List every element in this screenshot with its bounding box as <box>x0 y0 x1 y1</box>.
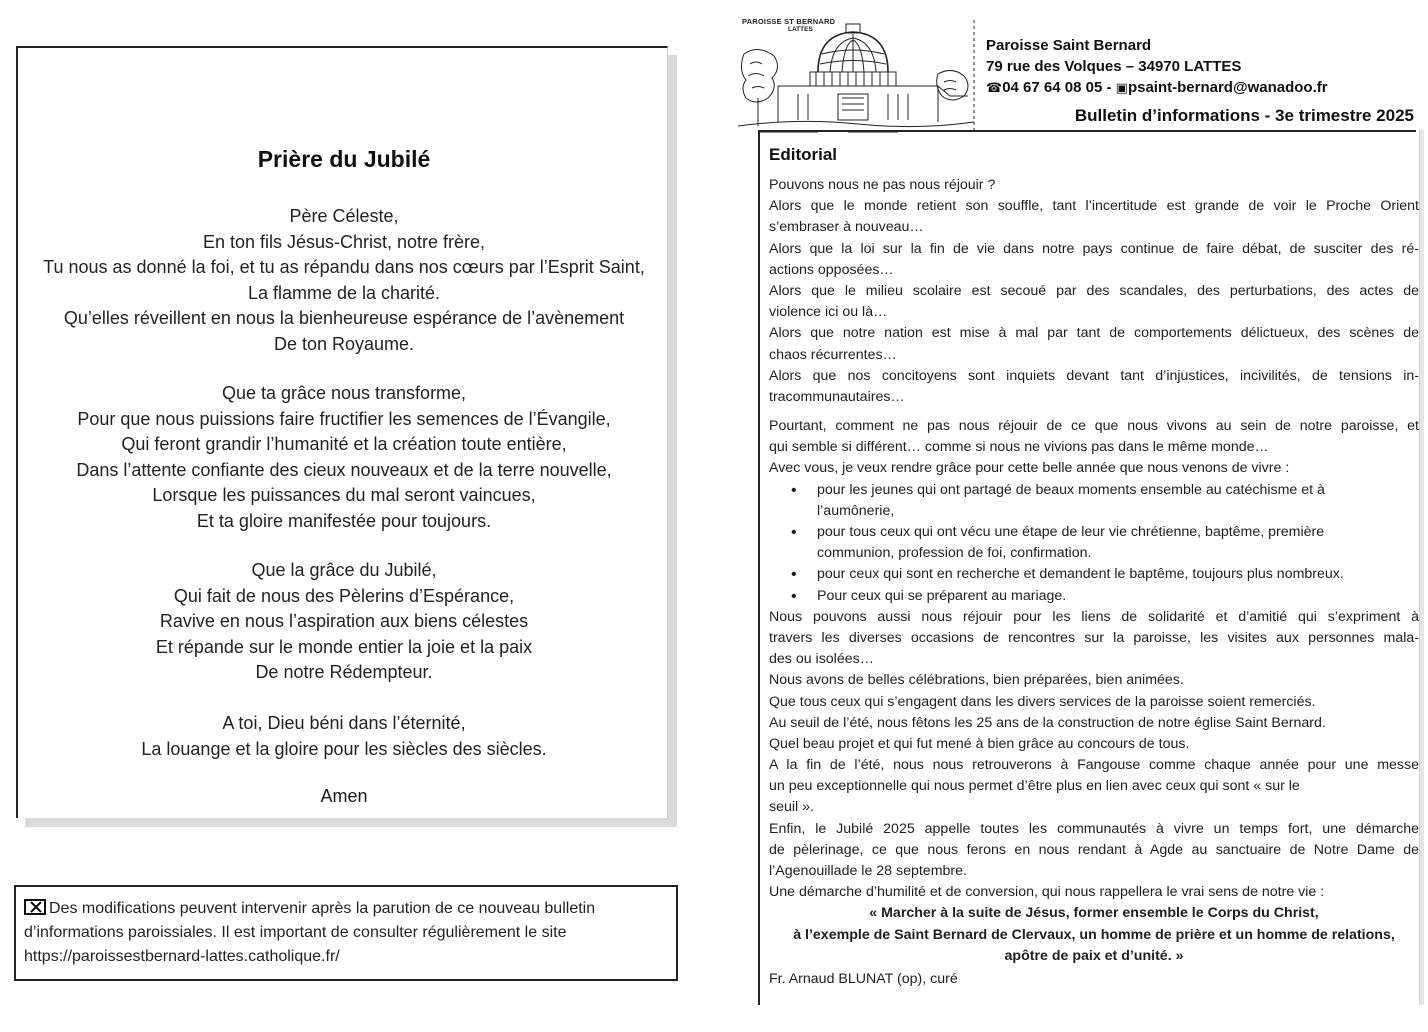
logo-caption: LATTES <box>788 26 813 33</box>
parish-email[interactable]: psaint-bernard@wanadoo.fr <box>1127 79 1328 96</box>
parish-phone-email-row <box>986 77 1328 98</box>
parish-name: Paroisse Saint Bernard <box>986 37 1152 54</box>
prayer-line: Lorsque les puissances du mal seront vaincues, <box>152 485 536 505</box>
cross-box-icon <box>24 899 46 915</box>
prayer-stanza-4 <box>18 711 670 762</box>
editorial-line: Quel beau projet et qui fut mené à bien grâce au concours de tous. <box>769 735 1190 752</box>
editorial-line: Alors que la loi sur la fin de vie dans notre pays continue de faire débat, de susciter des ré- <box>769 240 1419 257</box>
editorial-line: Que tous ceux qui s’engagent dans les divers services de la paroisse soient remerciés. <box>769 693 1316 710</box>
church-logo <box>738 14 980 134</box>
editorial-line: des ou isolées… <box>769 651 874 668</box>
editorial-line: Alors que nos concitoyens sont inquiets devant tant d’injustices, incivilités, de tensions in- <box>769 367 1419 384</box>
bullet-item: • pour les jeunes qui ont partagé de beaux moments ensemble au catéchisme et à <box>769 480 1419 501</box>
prayer-stanza-2 <box>18 381 670 534</box>
church-drawing-icon <box>738 14 980 134</box>
editorial-line: travers les diverses occasions de rencontres sur la paroisse, les visites aux personnes mala- <box>769 629 1419 646</box>
notice-line: Des modifications peuvent intervenir après la parution de ce nouveau bulletin <box>49 900 596 917</box>
editorial-line: un peu exceptionnelle qui nous permet d’être plus en lien avec ceux qui sont « sur le <box>769 778 1300 795</box>
prayer-line: Que la grâce du Jubilé, <box>251 560 437 580</box>
phone-icon: ☎ <box>986 80 1003 95</box>
prayer-line: Pour que nous puissions faire fructifier les semences de l’Évangile, <box>77 408 611 429</box>
computer-icon: ▣ <box>1115 80 1128 95</box>
editorial-line: Pourtant, comment ne pas nous réjouir de ce que nous vivons au sein de notre paroisse, et <box>769 418 1419 435</box>
editorial-line: Pouvons nous ne pas nous réjouir ? <box>769 177 996 193</box>
editorial-title: Editorial <box>769 145 838 164</box>
quote-line: à l’exemple de Saint Bernard de Clervaux, un homme de prière et un homme de relations, <box>793 926 1395 943</box>
editorial-line: Une démarche d’humilité et de conversion, qui nous rappellera le vrai sens de notre vie : <box>769 884 1325 901</box>
prayer-line: En ton fils Jésus-Christ, notre frère, <box>202 231 486 252</box>
editorial-line: Alors que le monde retient son souffle, tant l’incertitude est grande de voir le Proche Orient <box>769 198 1419 215</box>
bullet-item: • Pour ceux qui se préparent au mariage. <box>769 586 1419 607</box>
prayer-line: De ton Royaume. <box>273 333 415 354</box>
parish-contact <box>986 35 1328 98</box>
bullet-item: • pour tous ceux qui ont vécu une étape de leur vie chrétienne, baptême, première <box>769 522 1419 543</box>
prayer-stanza-1 <box>18 204 670 357</box>
prayer-line: De notre Rédempteur. <box>255 662 433 682</box>
bullet-item: • pour ceux qui sont en recherche et demandent le baptême, toujours plus nombreux. <box>769 564 1419 585</box>
prayer-line: Qu’elles réveillent en nous la bienheureuse espérance de l’avènement <box>63 308 625 328</box>
prayer-line: Ravive en nous l’aspiration aux biens célestes <box>159 611 529 631</box>
editorial-line: qui semble si différent… comme si nous ne vivions pas dans le même monde… <box>769 439 1269 456</box>
editorial-body <box>769 175 1419 990</box>
prayer-line: La louange et la gloire pour les siècles des siècles. <box>141 738 547 759</box>
editorial-line: Au seuil de l’été, nous fêtons les 25 ans de la construction de notre église Saint Bernard. <box>769 714 1326 731</box>
editorial-line: tracommunautaires… <box>769 388 905 405</box>
separator: - <box>1102 79 1116 96</box>
prayer-line: Tu nous as donné la foi, et tu as répandu dans nos cœurs par l’Esprit Saint, <box>43 257 645 277</box>
prayer-line: A toi, Dieu béni dans l’éternité, <box>222 713 466 733</box>
editorial-line: Enfin, le Jubilé 2025 appelle toutes les communautés à vivre un temps fort, une démarche <box>769 820 1419 837</box>
editorial-line: Nous avons de belles célébrations, bien préparées, bien animées. <box>769 672 1184 689</box>
editorial-line: Alors que le milieu scolaire est secoué par des scandales, des perturbations, des actes de <box>769 282 1419 299</box>
editorial-line: s’embraser à nouveau… <box>769 219 924 236</box>
bulletin-title: Bulletin d’informations - 3e trimestre 2025 <box>1074 106 1414 125</box>
editorial-signature: Fr. Arnaud BLUNAT (op), curé <box>769 970 958 987</box>
editorial-line: actions opposées… <box>769 261 894 278</box>
prayer-line: La flamme de la charité. <box>247 282 441 303</box>
prayer-amen: Amen <box>320 786 368 806</box>
editorial-line: de pèlerinage, ce que nous ferons en nous rendant à Agde au sanctuaire de Notre Dame de <box>769 841 1419 858</box>
paragraph-gap <box>769 408 1419 416</box>
logo-caption: PAROISSE ST BERNARD <box>742 17 836 26</box>
prayer-line: Que ta grâce nous transforme, <box>221 383 467 403</box>
editorial-line: Avec vous, je veux rendre grâce pour cette belle année que nous venons de vivre : <box>769 460 1290 477</box>
editorial-line: A la fin de l’été, nous nous retrouverons à Fangouse comme chaque année pour une messe <box>769 757 1419 774</box>
prayer-line: Dans l’attente confiante des cieux nouveaux et de la terre nouvelle, <box>76 459 612 480</box>
editorial-line: l’Agenouillade le 28 septembre. <box>769 863 967 879</box>
prayer-panel <box>16 46 668 818</box>
editorial-line: chaos récurrentes… <box>769 346 897 363</box>
editorial-line: violence ici ou là… <box>769 304 888 321</box>
bullet-item-cont: l’aumônerie, <box>817 502 895 519</box>
bullet-item-cont: communion, profession de foi, confirmation. <box>817 545 1092 562</box>
parish-address: 79 rue des Volques – 34970 LATTES <box>986 58 1242 75</box>
editorial-line: seuil ». <box>769 799 814 816</box>
quote-line: « Marcher à la suite de Jésus, former ensemble le Corps du Christ, <box>869 905 1319 922</box>
notice-website-link[interactable]: https://paroissestbernard-lattes.catholique.fr/ <box>24 948 340 965</box>
editorial-line: Nous pouvons aussi nous réjouir pour les liens de solidarité et d’amitié qui s’expriment à <box>769 608 1419 625</box>
prayer-line: Qui feront grandir l’humanité et la création toute entière, <box>121 434 567 454</box>
editorial-panel <box>758 130 1420 1005</box>
notice-line: d’informations paroissiales. Il est important de consulter régulièrement le site <box>24 924 567 941</box>
notice-box <box>14 885 678 981</box>
prayer-title: Prière du Jubilé <box>257 146 431 172</box>
quote-line: apôtre de paix et d’unité. » <box>1004 947 1184 964</box>
prayer-line: Qui fait de nous des Pèlerins d’Espérance, <box>173 585 515 606</box>
parish-phone[interactable]: 04 67 64 08 05 <box>1002 79 1103 96</box>
prayer-stanza-3 <box>18 558 670 686</box>
prayer-line: Et ta gloire manifestée pour toujours. <box>196 510 492 531</box>
prayer-line: Et répande sur le monde entier la joie et la paix <box>155 636 533 657</box>
editorial-line: Alors que notre nation est mise à mal par tant de comportements délictueux, des scènes de <box>769 325 1419 342</box>
prayer-line: Père Céleste, <box>289 206 399 226</box>
